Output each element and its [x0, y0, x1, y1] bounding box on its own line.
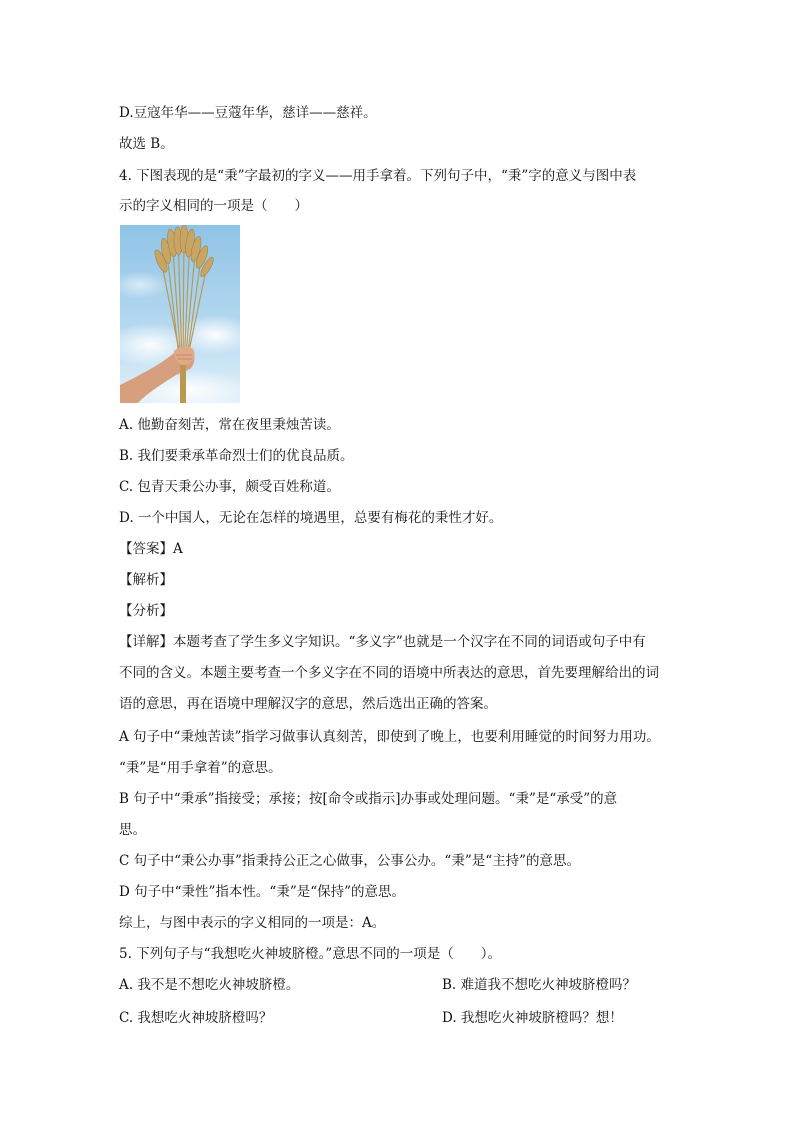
q5-option-a: A. 我不是不想吃火神坡脐橙。 — [119, 977, 300, 993]
breakdown-heading: 【分析】 — [119, 603, 173, 619]
question-4-stem-line-1: 4. 下图表现的是“秉”字最初的字义——用手拿着。下列句子中，“秉”字的意义与图中表 — [119, 168, 637, 184]
q5-option-b: B. 难道我不想吃火神坡脐橙吗？ — [442, 977, 637, 993]
q5-option-c: C. 我想吃火神坡脐橙吗？ — [119, 1010, 273, 1026]
analysis-heading: 【解析】 — [119, 572, 173, 588]
detail-line-1: 【详解】本题考查了学生多义字知识。“多义字”也就是一个汉字在不同的词语或句子中有 — [119, 634, 646, 650]
prev-answer-choice: 故选 B。 — [119, 136, 174, 152]
detail-d: D 句子中“秉性”指本性。“秉”是“保持”的意思。 — [119, 884, 406, 900]
detail-line-3: 语的意思，再在语境中理解汉字的意思，然后选出正确的答案。 — [119, 696, 497, 712]
detail-b-line-2: 思。 — [119, 822, 146, 838]
question-4-stem-line-2: 示的字义相同的一项是（ ） — [119, 198, 308, 214]
prev-option-d: D.豆寇年华——豆蔻年华，慈详——慈祥。 — [119, 105, 377, 121]
answer-heading: 【答案】A — [119, 541, 183, 557]
option-b: B. 我们要秉承革命烈士们的优良品质。 — [119, 448, 354, 464]
question-5-stem: 5. 下列句子与“我想吃火神坡脐橙。”意思不同的一项是（ ）。 — [119, 946, 501, 962]
detail-b-line-1: B 句子中“秉承”指接受；承接；按[命令或指示]办事或处理问题。“秉”是“承受”的意 — [119, 791, 618, 807]
detail-a-line-1: A 句子中“秉烛苦读”指学习做事认真刻苦，即使到了晚上，也要利用睡觉的时间努力用功。 — [119, 729, 660, 745]
summary: 综上，与图中表示的字义相同的一项是：A。 — [119, 915, 386, 931]
q5-option-d: D. 我想吃火神坡脐橙吗？想！ — [442, 1010, 623, 1026]
option-d: D. 一个中国人，无论在怎样的境遇里，总要有梅花的秉性才好。 — [119, 510, 503, 526]
wheat-in-hand-photo — [120, 225, 240, 403]
detail-line-2: 不同的含义。本题主要考查一个多义字在不同的语境中所表达的意思，首先要理解给出的词 — [119, 665, 659, 681]
detail-a-line-2: “秉”是“用手拿着”的意思。 — [119, 760, 282, 776]
detail-c: C 句子中“秉公办事”指秉持公正之心做事，公事公办。“秉”是“主持”的意思。 — [119, 853, 581, 869]
option-c: C. 包青天秉公办事，颇受百姓称道。 — [119, 479, 340, 495]
option-a: A. 他勤奋刻苦，常在夜里秉烛苦读。 — [119, 417, 340, 433]
